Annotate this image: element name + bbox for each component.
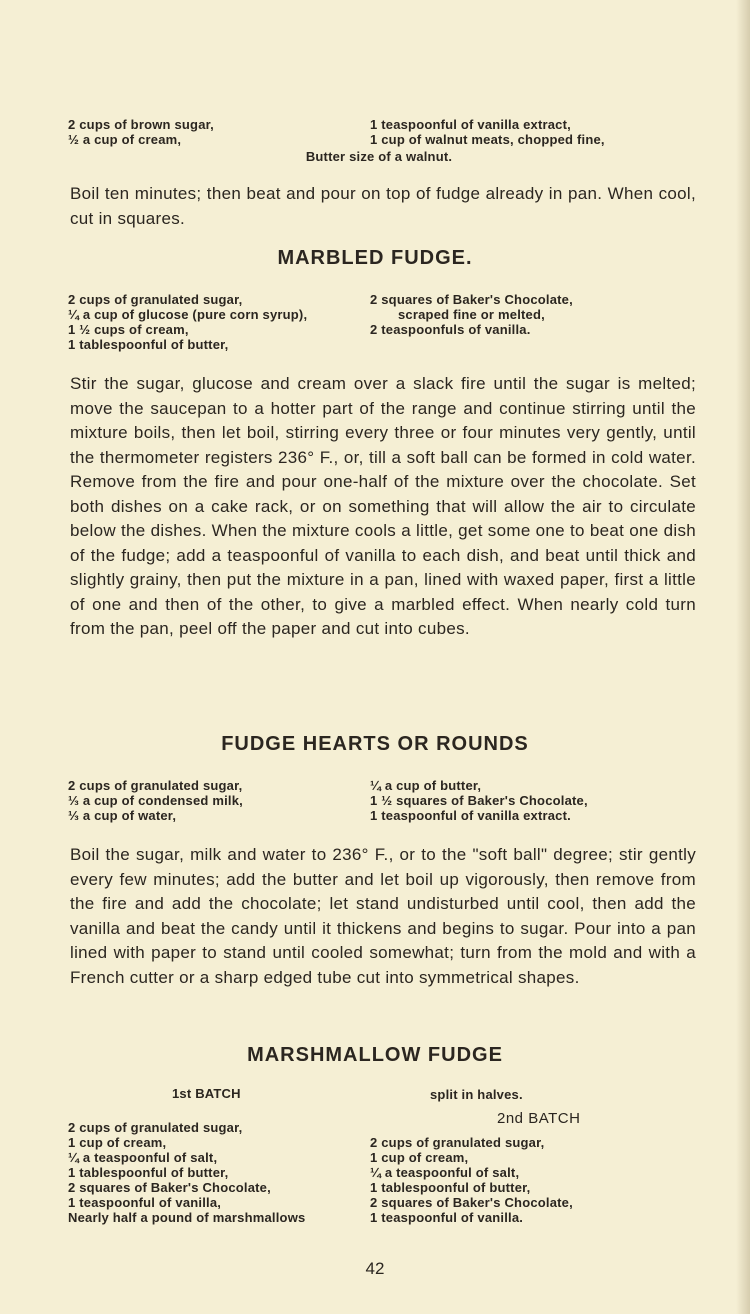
ingredient-line: 1 tablespoonful of butter, — [370, 1180, 531, 1195]
hearts-method: Boil the sugar, milk and water to 236° F., or to the "soft ball" degree; stir gently every few minutes; add the butter and let boil up vigorously, then remove from the fire and add the chocolate; let stand undisturbed until cool, then add the vanilla and beat the candy until it thickens and begins to sugar. Pour into a pan lined with paper to stand until cooled somewhat; turn from the mold and with a French cutter or a sharp edged tube cut into symmetrical shapes. — [70, 845, 696, 987]
ingredient-line: 1 ½ squares of Baker's Chocolate, — [370, 793, 588, 808]
marbled-ingredients-right — [370, 292, 573, 337]
ingredient-line: 2 squares of Baker's Chocolate, — [370, 1195, 573, 1210]
ingredient-line: 1 teaspoonful of vanilla extract, — [370, 117, 571, 132]
ingredient-line: 2 cups of granulated sugar, — [370, 1135, 545, 1150]
ingredient-line: ¼ a teaspoonful of salt, — [370, 1165, 520, 1180]
ingredient-line: 1 cup of cream, — [370, 1150, 469, 1165]
ingredient-line: 2 cups of brown sugar, — [68, 117, 214, 132]
ingredient-line: ½ a cup of cream, — [68, 132, 182, 147]
topping-ingredients-right — [370, 117, 605, 147]
page-edge-shadow — [736, 0, 750, 1314]
topping-ingredient-center: Butter size of a walnut. — [305, 149, 453, 164]
ingredient-line: 1 cup of cream, — [68, 1135, 167, 1150]
topping-ingredients-left — [68, 117, 214, 147]
ingredient-line: 2 cups of granulated sugar, — [68, 1120, 243, 1135]
ingredient-line: 1 teaspoonful of vanilla extract. — [370, 808, 571, 823]
batch1-continued: split in halves. — [430, 1087, 523, 1102]
ingredient-line: ¼ a cup of glucose (pure corn syrup), — [68, 307, 308, 322]
ingredient-line: Nearly half a pound of marshmallows — [68, 1210, 306, 1225]
ingredient-line: scraped fine or melted, — [398, 307, 545, 322]
ingredient-line: ¼ a teaspoonful of salt, — [68, 1150, 218, 1165]
ingredient-line: 1 teaspoonful of vanilla. — [370, 1210, 524, 1225]
ingredient-line: 1 cup of walnut meats, chopped fine, — [370, 132, 605, 147]
marshmallow-fudge-title: MARSHMALLOW FUDGE — [247, 1044, 503, 1066]
ingredient-line: 1 teaspoonful of vanilla, — [68, 1195, 222, 1210]
batch2-ingredients — [370, 1135, 573, 1225]
hearts-ingredients-right — [370, 778, 588, 823]
ingredient-line: 2 cups of granulated sugar, — [68, 778, 243, 793]
marbled-method: Stir the sugar, glucose and cream over a slack fire until the sugar is melted; move the saucepan to a hotter part of the range and continue stirring until the mixture boils, then let boil, stirring every three or four minutes very gently, until the thermometer registers 236° F., or, till a soft ball can be formed in cold water. Remove from the fire and pour one-half of the mixture over the chocolate. Set both dishes on a cake rack, or on something that will allow the air to circulate below the dishes. When the mixture cools a little, get some one to beat one dish of the fudge; add a teaspoonful of vanilla to each dish, and beat until thick and slightly grainy, then put the mixture in a pan, lined with waxed paper, first a little of one and then of the other, to give a marbled effect. When nearly cold turn from the pan, peel off the paper and cut into cubes. — [70, 374, 696, 638]
ingredient-line: 2 squares of Baker's Chocolate, — [370, 292, 573, 307]
ingredient-line: 2 cups of granulated sugar, — [68, 292, 243, 307]
hearts-ingredients-left — [68, 778, 243, 823]
ingredient-line: 1 ½ cups of cream, — [68, 322, 189, 337]
ingredient-line: 1 tablespoonful of butter, — [68, 337, 229, 352]
ingredient-line: ¼ a cup of butter, — [370, 778, 482, 793]
marbled-fudge-title: MARBLED FUDGE. — [277, 247, 473, 269]
batch2-title: 2nd BATCH — [497, 1110, 581, 1127]
marbled-ingredients-left — [68, 292, 307, 352]
ingredient-line: 2 teaspoonfuls of vanilla. — [370, 322, 531, 337]
ingredient-line: ⅓ a cup of water, — [68, 808, 177, 823]
ingredient-line: ⅓ a cup of condensed milk, — [68, 793, 243, 808]
topping-method: Boil ten minutes; then beat and pour on top of fudge already in pan. When cool, cut in squares. — [70, 184, 696, 228]
page-number: 42 — [365, 1259, 385, 1278]
batch1-title: 1st BATCH — [172, 1086, 241, 1101]
fudge-hearts-title: FUDGE HEARTS OR ROUNDS — [221, 733, 529, 755]
ingredient-line: 1 tablespoonful of butter, — [68, 1165, 229, 1180]
ingredient-line: 2 squares of Baker's Chocolate, — [68, 1180, 271, 1195]
batch1-ingredients — [68, 1120, 305, 1225]
